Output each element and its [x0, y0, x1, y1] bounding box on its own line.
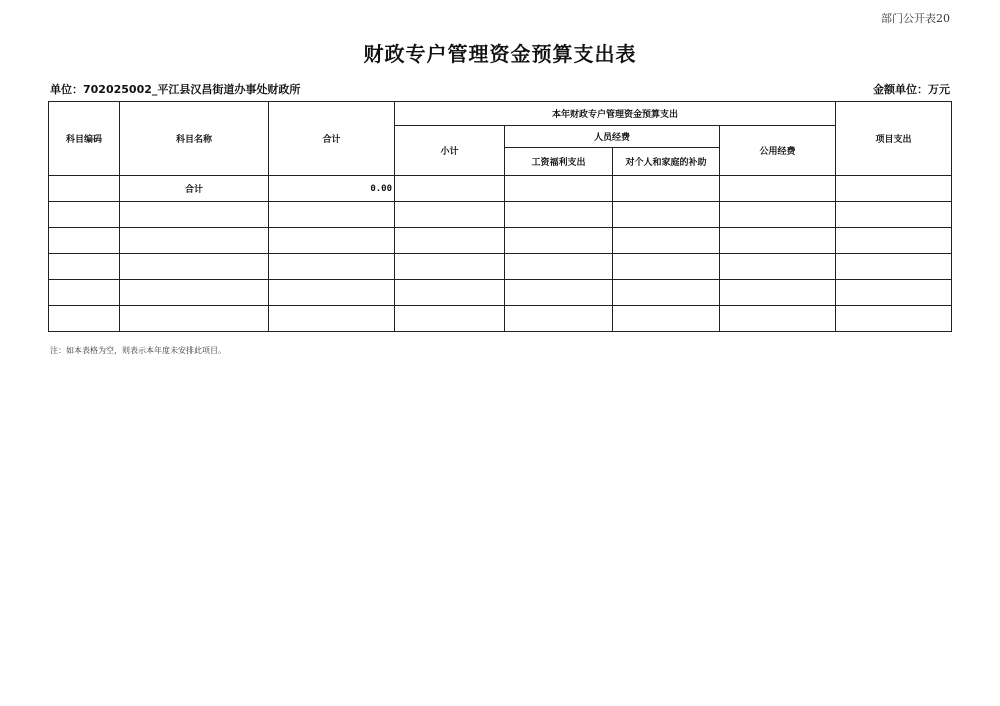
- cell-public: [720, 306, 836, 332]
- table-row: [49, 176, 952, 202]
- cell-total: [269, 202, 395, 228]
- cell-name: [120, 254, 269, 280]
- header-public: 公用经费: [720, 126, 836, 176]
- cell-wages: [505, 280, 613, 306]
- cell-code: [49, 228, 120, 254]
- table-row: [49, 280, 952, 306]
- table-row: [49, 228, 952, 254]
- cell-public: [720, 254, 836, 280]
- cell-wages: [505, 306, 613, 332]
- cell-subtotal: [395, 254, 505, 280]
- cell-code: [49, 280, 120, 306]
- header-project: 项目支出: [836, 102, 952, 176]
- cell-project: [836, 202, 952, 228]
- header-family: 对个人和家庭的补助: [613, 148, 720, 176]
- cell-public: [720, 280, 836, 306]
- cell-family: [613, 306, 720, 332]
- header-group: 本年财政专户管理资金预算支出: [395, 102, 836, 126]
- header-wages: 工资福利支出: [505, 148, 613, 176]
- page-title: 财政专户管理资金预算支出表: [363, 42, 637, 66]
- budget-table: [48, 101, 952, 332]
- cell-public: [720, 202, 836, 228]
- header-total: 合计: [269, 102, 395, 176]
- cell-public: [720, 228, 836, 254]
- cell-family: [613, 202, 720, 228]
- header-code: 科目编码: [49, 102, 120, 176]
- cell-wages: [505, 176, 613, 202]
- cell-name: [120, 228, 269, 254]
- cell-subtotal: [395, 306, 505, 332]
- cell-family: [613, 280, 720, 306]
- cell-project: [836, 228, 952, 254]
- cell-total: [269, 254, 395, 280]
- form-number-label: 部门公开表20: [881, 12, 950, 25]
- cell-total: [269, 306, 395, 332]
- cell-wages: [505, 254, 613, 280]
- amount-unit-label: 金额单位：万元: [873, 83, 950, 96]
- cell-total: 0.00: [269, 176, 395, 202]
- cell-name: 合计: [120, 176, 269, 202]
- cell-project: [836, 306, 952, 332]
- table-row: [49, 306, 952, 332]
- cell-total: [269, 228, 395, 254]
- cell-project: [836, 176, 952, 202]
- cell-name: [120, 280, 269, 306]
- cell-subtotal: [395, 280, 505, 306]
- organization-unit-label: 单位：702025002_平江县汉昌街道办事处财政所: [50, 83, 301, 96]
- cell-subtotal: [395, 228, 505, 254]
- cell-family: [613, 228, 720, 254]
- header-subtotal: 小计: [395, 126, 505, 176]
- cell-public: [720, 176, 836, 202]
- cell-project: [836, 254, 952, 280]
- header-personnel: 人员经费: [505, 126, 720, 148]
- cell-wages: [505, 228, 613, 254]
- cell-subtotal: [395, 202, 505, 228]
- cell-code: [49, 254, 120, 280]
- cell-project: [836, 280, 952, 306]
- table-row: [49, 254, 952, 280]
- cell-family: [613, 254, 720, 280]
- cell-name: [120, 306, 269, 332]
- header-name: 科目名称: [120, 102, 269, 176]
- cell-total: [269, 280, 395, 306]
- cell-family: [613, 176, 720, 202]
- footnote: 注：如本表格为空，则表示本年度未安排此项目。: [50, 346, 226, 355]
- cell-code: [49, 306, 120, 332]
- cell-code: [49, 176, 120, 202]
- cell-name: [120, 202, 269, 228]
- cell-code: [49, 202, 120, 228]
- cell-subtotal: [395, 176, 505, 202]
- table-row: [49, 202, 952, 228]
- cell-wages: [505, 202, 613, 228]
